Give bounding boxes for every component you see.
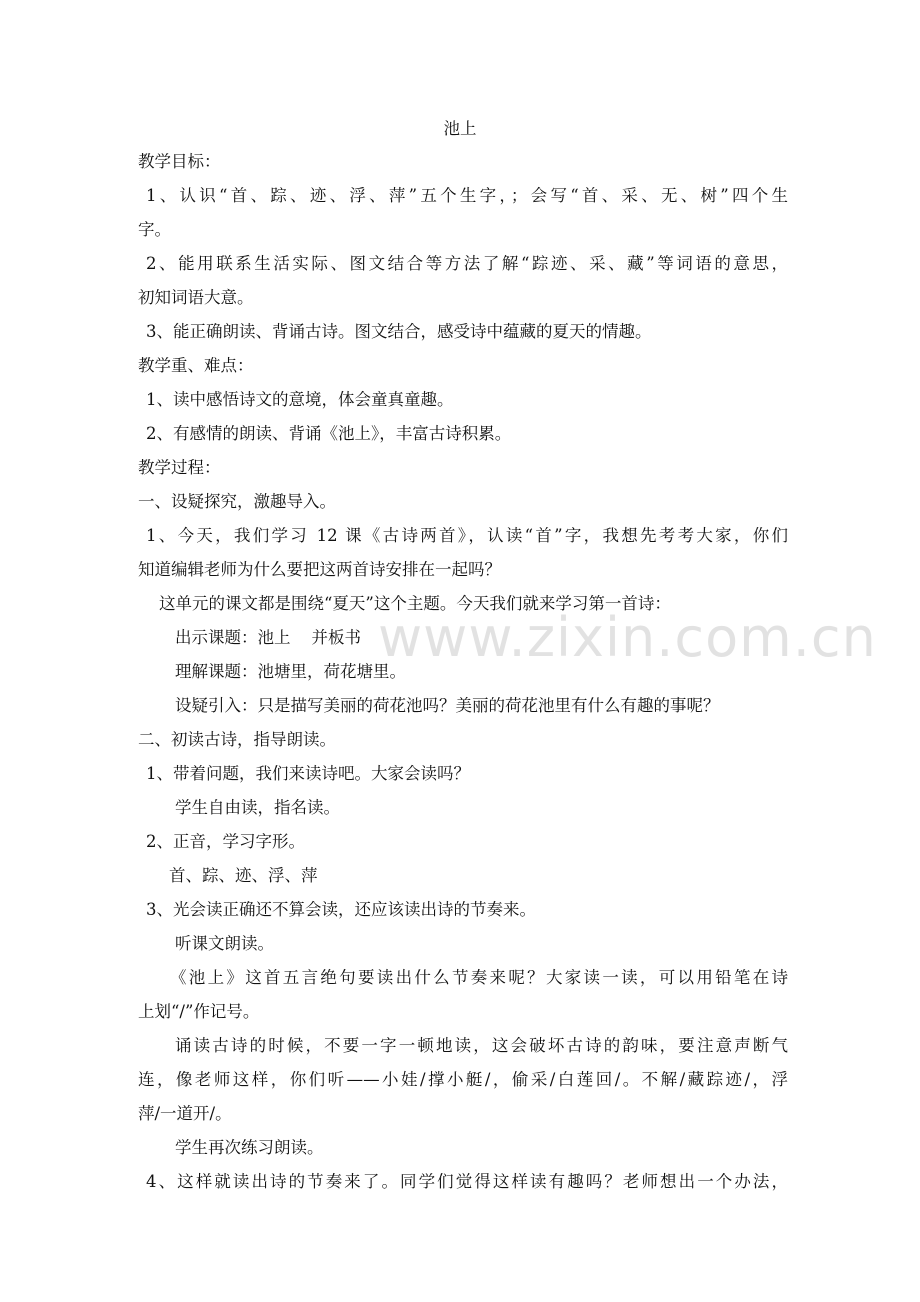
text-line: 学生再次练习朗读。 xyxy=(175,1138,324,1157)
text-line: 这单元的课文都是围绕“夏天”这个主题。今天我们就来学习第一首诗： xyxy=(159,594,671,613)
section-heading: 二、初读古诗，指导朗读。 xyxy=(138,730,336,749)
text-line: 4、这样就读出诗的节奏来了。同学们觉得这样读有趣吗？老师想出一个办法， xyxy=(146,1172,788,1191)
text-line: 《池上》这首五言绝句要读出什么节奏来呢？大家读一读，可以用铅笔在诗 xyxy=(170,968,788,987)
section-heading: 教学重、难点： xyxy=(138,356,254,375)
text-line: 萍/一道开/。 xyxy=(138,1104,232,1123)
text-line: 连，像老师这样，你们听——小娃/撑小艇/，偷采/白莲回/。不解/藏踪迹/，浮 xyxy=(138,1070,788,1089)
text-line: 1、认识“首、踪、迹、浮、萍”五个生字，；会写“首、采、无、树”四个生 xyxy=(146,186,788,205)
text-line: 3、能正确朗读、背诵古诗。图文结合，感受诗中蕴藏的夏天的情趣。 xyxy=(146,322,652,341)
text-line: 上划“/”作记号。 xyxy=(138,1002,260,1021)
text-line: 设疑引入：只是描写美丽的荷花池吗？美丽的荷花池里有什么有趣的事呢？ xyxy=(175,696,720,715)
text-line: 1、今天，我们学习 12 课《古诗两首》，认读“首”字，我想先考考大家，你们 xyxy=(146,526,788,545)
text-line: 出示课题：池上 并板书 xyxy=(175,628,361,647)
text-line: 1、读中感悟诗文的意境，体会童真童趣。 xyxy=(146,390,454,409)
text-line: 2、能用联系生活实际、图文结合等方法了解“踪迹、采、藏”等词语的意思， xyxy=(146,254,788,273)
text-line: 知道编辑老师为什么要把这两首诗安排在一起吗？ xyxy=(138,560,501,579)
text-line: 诵读古诗的时候，不要一字一顿地读，这会破坏古诗的韵味，要注意声断气 xyxy=(175,1036,788,1055)
text-line: 听课文朗读。 xyxy=(175,934,274,953)
page-title: 池上 xyxy=(443,119,477,138)
text-line: 初知词语大意。 xyxy=(138,288,254,307)
watermark: www.zixin.com.cn xyxy=(378,606,877,669)
text-line: 2、有感情的朗读、背诵《池上》，丰富古诗积累。 xyxy=(146,424,512,443)
section-heading: 教学过程： xyxy=(138,458,221,477)
text-line: 学生自由读，指名读。 xyxy=(175,798,340,817)
text-line: 2、正音，学习字形。 xyxy=(146,832,305,851)
text-line: 一、设疑探究，激趣导入。 xyxy=(138,492,336,511)
text-line: 1、带着问题，我们来读诗吧。大家会读吗？ xyxy=(146,764,470,783)
text-line: 字。 xyxy=(138,220,171,239)
text-line: 3、光会读正确还不算会读，还应该读出诗的节奏来。 xyxy=(146,900,536,919)
section-heading: 教学目标： xyxy=(138,152,221,171)
text-line: 首、踪、迹、浮、萍 xyxy=(169,866,318,885)
text-line: 理解课题：池塘里，荷花塘里。 xyxy=(175,662,406,681)
